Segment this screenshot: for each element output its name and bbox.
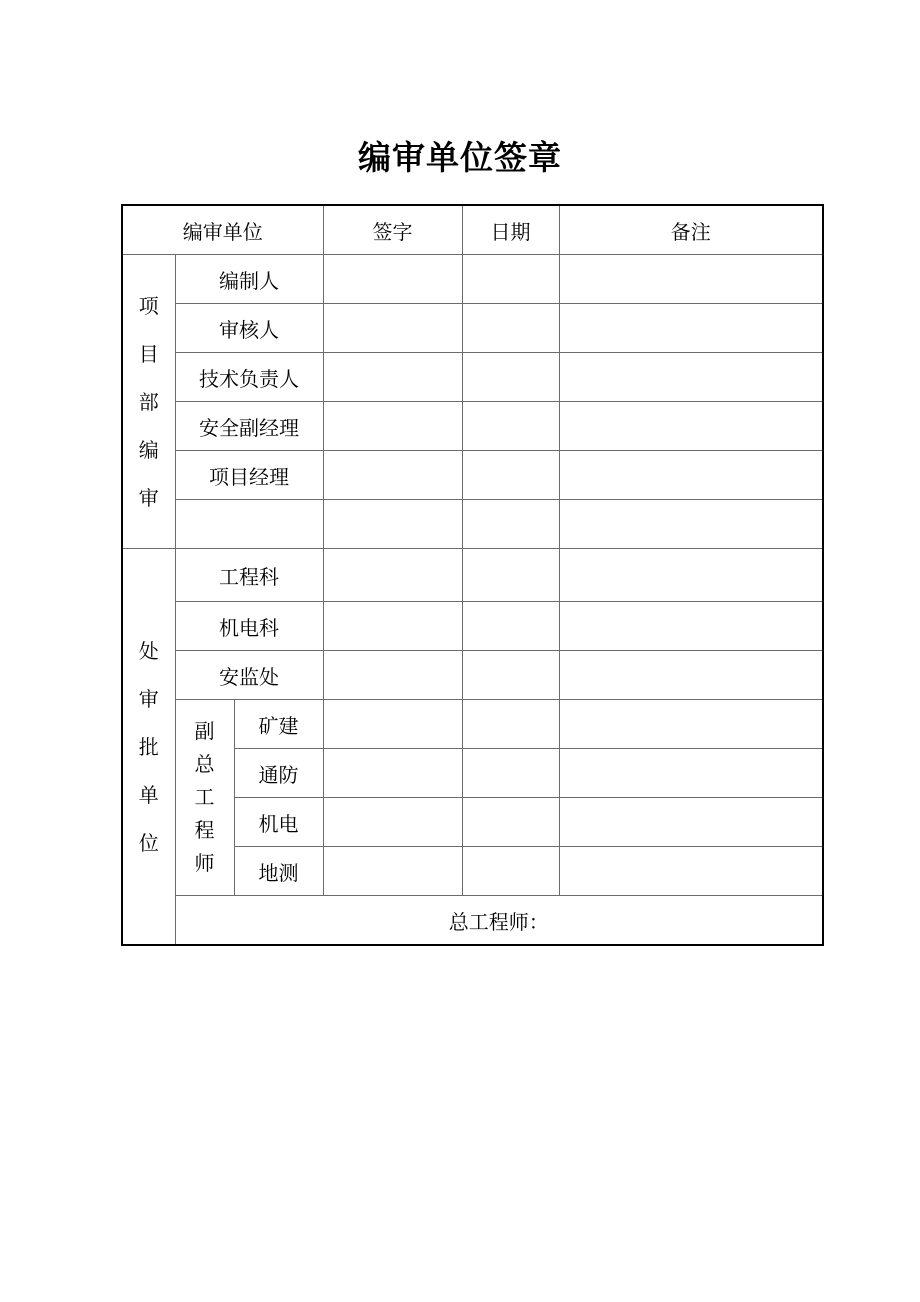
remarks-cell[interactable] [559, 798, 823, 847]
table-row [122, 255, 823, 304]
remarks-cell[interactable] [559, 602, 823, 651]
date-cell[interactable] [462, 500, 559, 549]
role-label: 工程科 [175, 549, 323, 602]
role-label: 机电 [234, 798, 323, 847]
remarks-cell[interactable] [559, 255, 823, 304]
table-row [122, 549, 823, 602]
table-row [122, 700, 823, 749]
signature-cell[interactable] [323, 549, 462, 602]
role-label: 矿建 [234, 700, 323, 749]
date-cell[interactable] [462, 402, 559, 451]
date-cell[interactable] [462, 353, 559, 402]
table-row [122, 451, 823, 500]
remarks-cell[interactable] [559, 500, 823, 549]
date-cell[interactable] [462, 255, 559, 304]
signature-cell[interactable] [323, 304, 462, 353]
date-cell[interactable] [462, 749, 559, 798]
chief-engineer-cell[interactable] [175, 896, 823, 946]
role-label: 编制人 [175, 255, 323, 304]
signature-table [121, 204, 824, 946]
label-char: 审 [138, 485, 159, 510]
date-cell[interactable] [462, 549, 559, 602]
page-title: 编审单位签章 [358, 138, 562, 177]
date-cell[interactable] [462, 304, 559, 353]
signature-cell[interactable] [323, 847, 462, 896]
label-char: 项 [138, 293, 159, 318]
remarks-cell[interactable] [559, 847, 823, 896]
role-label: 安全副经理 [175, 402, 323, 451]
header-unit: 编审单位 [122, 205, 323, 255]
label-char: 师 [194, 851, 215, 875]
label-char: 副 [194, 719, 215, 743]
label-char: 总 [194, 752, 215, 776]
date-cell[interactable] [462, 602, 559, 651]
table-row [122, 651, 823, 700]
label-char: 编 [138, 437, 159, 462]
label-char: 目 [138, 341, 159, 366]
signature-cell[interactable] [323, 402, 462, 451]
label-char: 程 [194, 818, 215, 842]
table-row [122, 402, 823, 451]
table-row [122, 500, 823, 549]
remarks-cell[interactable] [559, 451, 823, 500]
signature-cell[interactable] [323, 798, 462, 847]
label-char: 处 [138, 638, 159, 663]
label-char: 部 [138, 389, 159, 414]
label-char: 审 [138, 686, 159, 711]
role-label: 通防 [234, 749, 323, 798]
remarks-cell[interactable] [559, 749, 823, 798]
remarks-cell[interactable] [559, 700, 823, 749]
signature-cell[interactable] [323, 451, 462, 500]
label-char: 单 [138, 782, 159, 807]
remarks-cell[interactable] [559, 651, 823, 700]
date-cell[interactable] [462, 651, 559, 700]
date-cell[interactable] [462, 700, 559, 749]
role-label: 安监处 [175, 651, 323, 700]
remarks-cell[interactable] [559, 353, 823, 402]
signature-cell[interactable] [323, 500, 462, 549]
date-cell[interactable] [462, 798, 559, 847]
header-remarks: 备注 [559, 205, 823, 255]
office-section-label [122, 549, 175, 946]
date-cell[interactable] [462, 451, 559, 500]
label-char: 批 [138, 734, 159, 759]
signature-cell[interactable] [323, 651, 462, 700]
role-label: 技术负责人 [175, 353, 323, 402]
table-row [122, 602, 823, 651]
signature-cell[interactable] [323, 255, 462, 304]
role-label-empty[interactable] [175, 500, 323, 549]
remarks-cell[interactable] [559, 402, 823, 451]
header-signature: 签字 [323, 205, 462, 255]
role-label: 项目经理 [175, 451, 323, 500]
remarks-cell[interactable] [559, 304, 823, 353]
remarks-cell[interactable] [559, 549, 823, 602]
header-row [122, 205, 823, 255]
role-label: 机电科 [175, 602, 323, 651]
signature-cell[interactable] [323, 602, 462, 651]
header-date: 日期 [462, 205, 559, 255]
project-section-label [122, 255, 175, 549]
label-char: 位 [138, 830, 159, 855]
signature-cell[interactable] [323, 353, 462, 402]
table-row [122, 896, 823, 946]
role-label: 审核人 [175, 304, 323, 353]
label-char: 工 [194, 785, 215, 809]
role-label: 地测 [234, 847, 323, 896]
deputy-chief-engineer-label [175, 700, 234, 896]
date-cell[interactable] [462, 847, 559, 896]
chief-engineer-label: 总工程师： [448, 909, 549, 934]
signature-cell[interactable] [323, 749, 462, 798]
table-row [122, 304, 823, 353]
table-row [122, 353, 823, 402]
signature-cell[interactable] [323, 700, 462, 749]
